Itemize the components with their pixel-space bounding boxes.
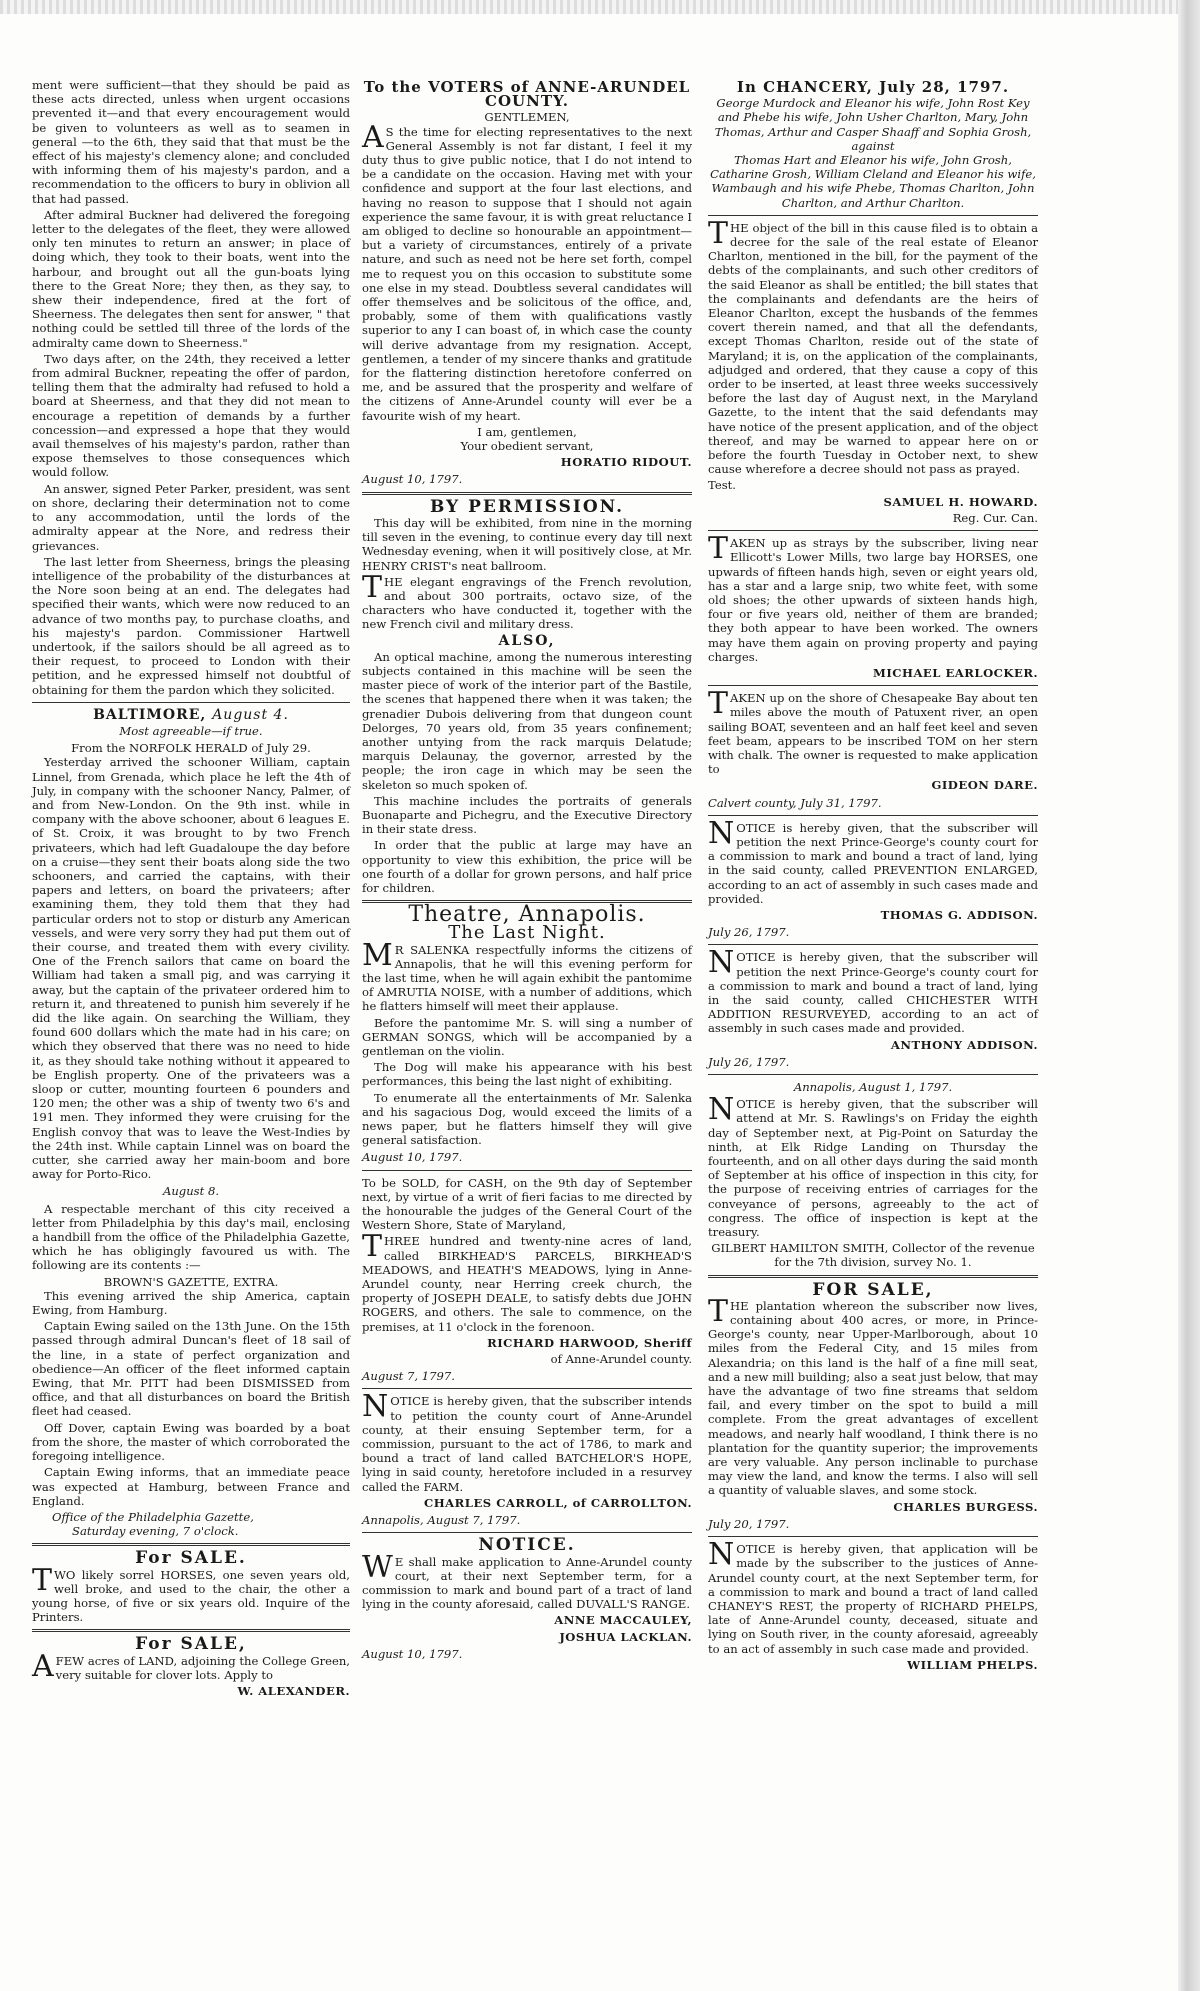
paragraph: Before the pantomime Mr. S. will sing a number of GERMAN SONGS, which will be accompanied by a gentleman on the violin. <box>362 1015 692 1058</box>
also-heading: ALSO, <box>498 632 556 649</box>
paragraph: This machine includes the portraits of generals Buonaparte and Pichegru, and the Executive Directory in their state dress. <box>362 793 692 837</box>
paragraph: The Dog will make his appearance with his best performances, this being the last night of exhibiting. <box>362 1060 692 1089</box>
scan-edge-top <box>0 0 1200 14</box>
office-line: Office of the Philadelphia Gazette, <box>52 1509 254 1524</box>
closing: Your obedient servant, <box>460 439 594 454</box>
signature: SAMUEL H. HOWARD. <box>883 494 1038 509</box>
signature: HORATIO RIDOUT. <box>560 455 692 470</box>
divider <box>708 1275 1038 1278</box>
column-1 <box>32 78 350 1700</box>
divider <box>708 1074 1038 1075</box>
notice: NOTICE is hereby given, that the subscriber will petition the next Prince-George's county court for a commission to mark and bound a tract of land, lying in the said county, called PREVENTION ENLARGED, according to an act of assembly in such cases made and provided. <box>708 815 1038 906</box>
test-label: Test. <box>708 478 736 493</box>
baltimore-subheading: Most agreeable—if true. <box>119 723 263 738</box>
scan-edge-right <box>1178 0 1200 1991</box>
paragraph: ment were sufficient—that they should be paid as these acts directed, unless when urgent occasions prevented it—and that every encouragement would be given to volunteers as well as to seamen in general —to the 6th, they said that that must be the effect of his majesty's clemency alone; and concluded with informing them of his majesty's pardon, and a recommendation to the officers to bury in oblivion all that had passed. <box>32 78 350 206</box>
dateline: July 26, 1797. <box>708 925 790 940</box>
signature: RICHARD HARWOOD, Sheriff <box>487 1335 692 1350</box>
against: against <box>851 138 895 153</box>
for-sale-heading: For SALE, <box>135 1634 247 1655</box>
defendants: Thomas Hart and Eleanor his wife, John Grosh, Catharine Grosh, William Cleland and Eleanor his wife, Wambaugh and his wife Phebe, Thomas Charlton, John Charlton, and Arthur Charlton. <box>710 153 1036 210</box>
notice: WE shall make application to Anne-Arundel county court, at their next September term, for a commission to mark and bound part of a tract of land lying in the county aforesaid, called DUVALL'S RANGE. <box>362 1549 692 1612</box>
extra-heading: BROWN'S GAZETTE, EXTRA. <box>103 1274 279 1289</box>
office-time: Saturday evening, 7 o'clock. <box>72 1524 239 1539</box>
baltimore-heading: BALTIMORE, August 4. <box>93 706 289 723</box>
dateline: Annapolis, August 1, 1797. <box>793 1080 953 1094</box>
signature: GILBERT HAMILTON SMITH, Collector of the revenue for the 7th division, survey No. 1. <box>711 1241 1035 1270</box>
dateline: Calvert county, July 31, 1797. <box>708 795 882 810</box>
signature: CHARLES CARROLL, of CARROLLTON. <box>423 1495 692 1510</box>
theatre-heading: Theatre, Annapolis. <box>408 902 646 928</box>
divider <box>708 815 1038 816</box>
divider <box>362 1170 692 1171</box>
plantation-ad: THE plantation whereon the subscriber now lives, containing about 400 acres, or more, in Prince-George's county, near Upper-Marlborough, about 10 miles from the Federal City, and 15 miles from Alexandria; on this land is the half of a fine mill seat, and a new mill building; also a seat just below, that may have the advantage of two fine streams that seldom fail, and every timber on the spot to build a mill complete. From the great advantages of excellent meadows, and nearly half woodland, I think there is no plantation for the quantity superior; the improvements are very valuable. Any person inclinable to purchase may view the land, and know the terms. I also will sell a quantity of valuable slaves, and some stock. <box>708 1293 1038 1498</box>
signature: GIDEON DARE. <box>931 778 1038 793</box>
paragraph: Captain Ewing informs, that an immediate peace was expected at Hamburg, between France and England. <box>32 1465 350 1508</box>
ad-horses: TWO likely sorrel HORSES, one seven years old, well broke, and used to the chair, the other a young horse, of five or six years old. Inquire of the Printers. <box>32 1562 350 1625</box>
paragraph: A respectable merchant of this city received a letter from Philadelphia by this day's mail, enclosing a handbill from the office of the Philadelphia Gazette, which he has obligingly favoured us with. The following are its contents :— <box>32 1201 350 1273</box>
paragraph: In order that the public at large may have an opportunity to view this exhibition, the price will be one fourth of a dollar for grown persons, and half price for children. <box>362 838 692 895</box>
boat-ad: TAKEN up on the shore of Chesapeake Bay about ten miles above the mouth of Patuxent river, an open sailing BOAT, seventeen and an half feet keel and seven feet beam, appears to be inscribed TOM on her stern with chalk. The owner is requested to make application to <box>708 686 1038 777</box>
column-3 <box>708 78 1038 1674</box>
notice-heading: NOTICE. <box>478 1535 576 1556</box>
paragraph: Yesterday arrived the schooner William, captain Linnel, from Grenada, which place he left the 4th of July, in company with the schooner Nancy, Palmer, of and from New-London. On the 9th inst. while in company with the above schooner, about 6 leagues E. of St. Croix, it was brought to by two French privateers, which had left Guadaloupe the day before on a cruise—they sent their boats along side the two schooners, and carried the captains, with their papers and letters, on board the privateers; after examining them, they told them that they had particular orders not to stop or disturb any American vessels, and were very sorry they had put them out of their course, and treated them with every civility. One of the French sailors that came on board the William had taken a small pig, and was carrying it away, but the captain of the privateer ordered him to return it, and threatened to punish him severely if he did the like again. On searching the William, they found 600 dollars which the mate had in his care; on which they observed that there was no need to hide it, as they should take nothing without it appeared to be English property. One of the privateers was a sloop or cutter, mounting fourteen 6 pounders and 120 men; the other was a ship of twenty two 6's and 191 men. They informed they were cruising for the English convoy that was to leave the West-Indies by the 24th inst. While captain Linnel was on board the cutter, she carried away her main-boom and bore away for Porto-Rico. <box>32 755 350 1182</box>
paragraph: Two days after, on the 24th, they received a letter from admiral Buckner, repeating the offer of pardon, telling them that the admiralty had refused to hold a board at Sheerness, and that they did not mean to encourage a repetition of demands by a further concession—and expressed a hope that they would avail themselves of his majesty's pardon, rather than expose themselves to those consequences which would follow. <box>32 351 350 480</box>
dateline: August 10, 1797. <box>362 472 463 487</box>
voters-heading: To the VOTERS of ANNE-ARUNDEL COUNTY. <box>363 78 691 111</box>
signature: W. ALEXANDER. <box>237 1683 350 1698</box>
closing: I am, gentlemen, <box>477 424 577 439</box>
for-sale-heading: For SALE. <box>135 1548 247 1569</box>
strays-ad: TAKEN up as strays by the subscriber, living near Ellicott's Lower Mills, two large bay HORSES, one upwards of fifteen hands high, seven or eight years old, has a star and a large snip, two white feet, with some old shoes; the other upwards of sixteen hands high, four or five years old, neither of them are branded; they both appear to have been worked. The owners may have them again on proving property and paying charges. <box>708 531 1038 664</box>
dateline: August 10, 1797. <box>362 1150 463 1165</box>
divider <box>708 1536 1038 1537</box>
signature: WILLIAM PHELPS. <box>907 1657 1038 1672</box>
source-line: From the NORFOLK HERALD of July 29. <box>71 741 311 756</box>
dateline: August 8. <box>162 1184 220 1199</box>
paragraph: Captain Ewing sailed on the 13th June. On the 15th passed through admiral Duncan's fleet of 18 sail of the line, in a state of perfect organization and obedience—An officer of the fleet informed captain Ewing, that Mr. PITT had been DISMISSED from office, and that all disturbances on board the British fleet had ceased. <box>32 1319 350 1419</box>
paragraph: Off Dover, captain Ewing was boarded by a boat from the shore, the master of which corroborated the foregoing intelligence. <box>32 1420 350 1464</box>
paragraph: This day will be exhibited, from nine in the morning till seven in the evening, to continue every day till next Wednesday evening, when it will positively close, at Mr. HENRY CRIST's neat ballroom. <box>362 515 692 573</box>
paragraph: MR SALENKA respectfully informs the citizens of Annapolis, that he will this evening perform for the last time, when he will again exhibit the pantomime of AMRUTIA NOISE, with a number of additions, which he flatters himself will meet their applause. <box>362 937 692 1014</box>
paragraph: THREE hundred and twenty-nine acres of land, called BIRKHEAD'S PARCELS, BIRKHEAD'S MEADOWS, and HEATH'S MEADOWS, lying in Anne-Arundel county, near Herring creek church, the property of JOSEPH DEALE, to satisfy debts due JOHN ROGERS, and others. The sale to commence, on the premises, at 11 o'clock in the forenoon. <box>362 1229 692 1334</box>
divider <box>708 685 1038 686</box>
signature-line: Reg. Cur. Can. <box>952 510 1038 525</box>
paragraph: This evening arrived the ship America, captain Ewing, from Hamburg. <box>32 1288 350 1318</box>
notice: NOTICE is hereby given, that the subscriber will attend at Mr. S. Rawlings's on Friday the eighth day of September next, at Pig-Point on Saturday the ninth, at Elk Ridge Landing on Thursday the fourteenth, and on all other days during the said month of September at his office of inspection in this city, for the purpose of receiving entries of carriages for the conveyance of persons, agreeably to the act of congress. The office of inspection is kept at the treasury. <box>708 1092 1038 1240</box>
voters-letter: AS the time for electing representatives to the next General Assembly is not far distant, I feel it my duty thus to give public notice, that I do not intend to be a candidate on the occasion. Having met with your confidence and support at the four last elections, and having no reason to suppose that I should not again experience the same favour, it is with great reluctance I am obliged to decline so honourable an appointment—but a variety of circumstances, entirely of a private nature, and such as need not be here set forth, compel me to request you on this occasion to substitute some one else in my stead. Doubtless several candidates will offer themselves and be solicitous of the office, and, probably, some of them with qualifications vastly superior to any I can boast of, in which case the county will derive advantage from my resignation. Accept, gentlemen, a tender of my sincere thanks and gratitude for the flattering distinction heretofore conferred on me, and be assured that the prosperity and welfare of the citizens of Anne-Arundel county will ever be a favourite wish of my heart. <box>362 119 692 423</box>
dateline: July 26, 1797. <box>708 1054 790 1069</box>
signature: CHARLES BURGESS. <box>893 1499 1038 1514</box>
notice: NOTICE is hereby given, that the subscriber intends to petition the county court of Anne-Arundel county, at their ensuing September term, for a commission, pursuant to the act of 1786, to mark and bound a tract of land called BATCHELOR'S HOPE, lying in said county, heretofore included in a resurvey called the FARM. <box>362 1389 692 1494</box>
dateline: July 20, 1797. <box>708 1516 790 1531</box>
signature: MICHAEL EARLOCKER. <box>873 665 1038 680</box>
salutation: GENTLEMEN, <box>484 110 570 125</box>
permission-heading: BY PERMISSION. <box>429 496 625 517</box>
notice: NOTICE is hereby given, that application will be made by the subscriber to the justices of Anne-Arundel county court, at the next September term, for a commission to mark and bound a tract of land called CHANEY'S REST, the property of RICHARD PHELPS, late of Anne-Arundel county, deceased, situate and lying on South river, in the county aforesaid, agreeably to an act of assembly in such case made and provided. <box>708 1537 1038 1656</box>
notice: NOTICE is hereby given, that the subscriber will petition the next Prince-George's county court for a commission to mark and bound a tract of land, lying in the said county, called CHICHESTER WITH ADDITION RESURVEYED, according to an act of assembly in such cases made and provided. <box>708 945 1038 1036</box>
signature: ANNE MACCAULEY, <box>554 1613 692 1628</box>
divider <box>362 1388 692 1389</box>
divider <box>362 1532 692 1533</box>
signature: ANTHONY ADDISON. <box>890 1037 1038 1052</box>
chancery-order: THE object of the bill in this cause filed is to obtain a decree for the sale of the real estate of Eleanor Charlton, mentioned in the bill, for the payment of the debts of the complainants, and such other creditors of the said Eleanor as shall be entitled; the bill states that the complainants and defendants are the heirs of Eleanor Charlton, except the husbands of the femmes covert therein named, and that all the defendants, except Thomas Charlton, reside out of the state of Maryland; it is, on the application of the complainants, adjudged and ordered, that they cause a copy of this order to be inserted, at least three weeks successively before the last day of August next, in the Maryland Gazette, to the intent that the said defendants may have notice of the present application, and of the object thereof, and may be warned to appear here on or before the fourth Tuesday in October next, to shew cause wherefore a decree should not pass as prayed. <box>708 215 1038 477</box>
divider <box>708 944 1038 945</box>
ad-land: AFEW acres of LAND, adjoining the College Green, very suitable for clover lots. Apply to <box>32 1648 350 1684</box>
paragraph: An answer, signed Peter Parker, president, was sent on shore, declaring their determination not to come to any accommodation, until the lords of the admiralty appear at the Nore, and redress their grievances. <box>32 481 350 553</box>
signature: THOMAS G. ADDISON. <box>880 907 1038 922</box>
divider <box>708 215 1038 216</box>
divider <box>32 1629 350 1632</box>
for-sale-heading: FOR SALE, <box>812 1279 934 1300</box>
divider <box>708 530 1038 531</box>
signature: JOSHUA LACKLAN. <box>559 1629 692 1644</box>
dateline: August 10, 1797. <box>362 1646 463 1661</box>
divider <box>32 702 350 703</box>
paragraph: An optical machine, among the numerous interesting subjects contained in this machine will be seen the master piece of work of the interior part of the Bastile, the scenes that happened there when it was taken; the grenadier Dubois delivering from that dungeon count Delorges, 70 years old, from 35 years confinement; another untying from the rack marquis Delatude; marquis Delaunay, the governor, arrested by the people; the iron cage in which may be seen the skeleton so much spoken of. <box>362 649 692 792</box>
signature-line: of Anne-Arundel county. <box>550 1352 692 1367</box>
paragraph: The last letter from Sheerness, brings the pleasing intelligence of the probability of the disturbances at the Nore soon being at an end. The delegates had specified their wants, which were now reduced to an advance of two months pay, to purchase cloaths, and his majesty's pardon. Commissioner Hartwell undertook, if the sailors should be all agreed as to their request, to proceed to London with their petition, and he expressed himself not doubtful of obtaining for them the pardon which they solicited. <box>32 554 350 697</box>
plaintiffs: George Murdock and Eleanor his wife, John Rost Key and Phebe his wife, John Usher Charlton, Mary, John Thomas, Arthur and Casper Shaaff and Sophia Grosh, <box>714 96 1032 139</box>
chancery-heading: In CHANCERY, July 28, 1797. <box>736 78 1010 96</box>
paragraph: After admiral Buckner had delivered the foregoing letter to the delegates of the fleet, they were allowed only ten minutes to return an answer; in place of doing which, they took to their boats, went into the harbour, and brought out all the gun-boats lying there to the Great Nore; they then, as they say, to shew their independence, fired at the fort of Sheerness. The delegates then sent for answer, " that nothing could be settled till three of the lords of the admiralty came down to Sheerness." <box>32 207 350 350</box>
theatre-subheading: The Last Night. <box>448 922 606 944</box>
dateline: Annapolis, August 7, 1797. <box>362 1513 521 1528</box>
paragraph: To enumerate all the entertainments of Mr. Salenka and his sagacious Dog, would exceed the limits of a news paper, but he flatters himself they will give general satisfaction. <box>362 1090 692 1148</box>
divider <box>32 1543 350 1546</box>
paragraph: THE elegant engravings of the French revolution, and about 300 portraits, octavo size, of the characters who have conducted it, together with the new French civil and military dress. <box>362 569 692 632</box>
dateline: August 7, 1797. <box>362 1369 455 1384</box>
paragraph: To be SOLD, for CASH, on the 9th day of September next, by virtue of a writ of fieri facias to me directed by the honourable the judges of the General Court of the Western Shore, State of Maryland, <box>362 1175 692 1233</box>
column-2 <box>362 78 692 1664</box>
divider <box>362 492 692 495</box>
